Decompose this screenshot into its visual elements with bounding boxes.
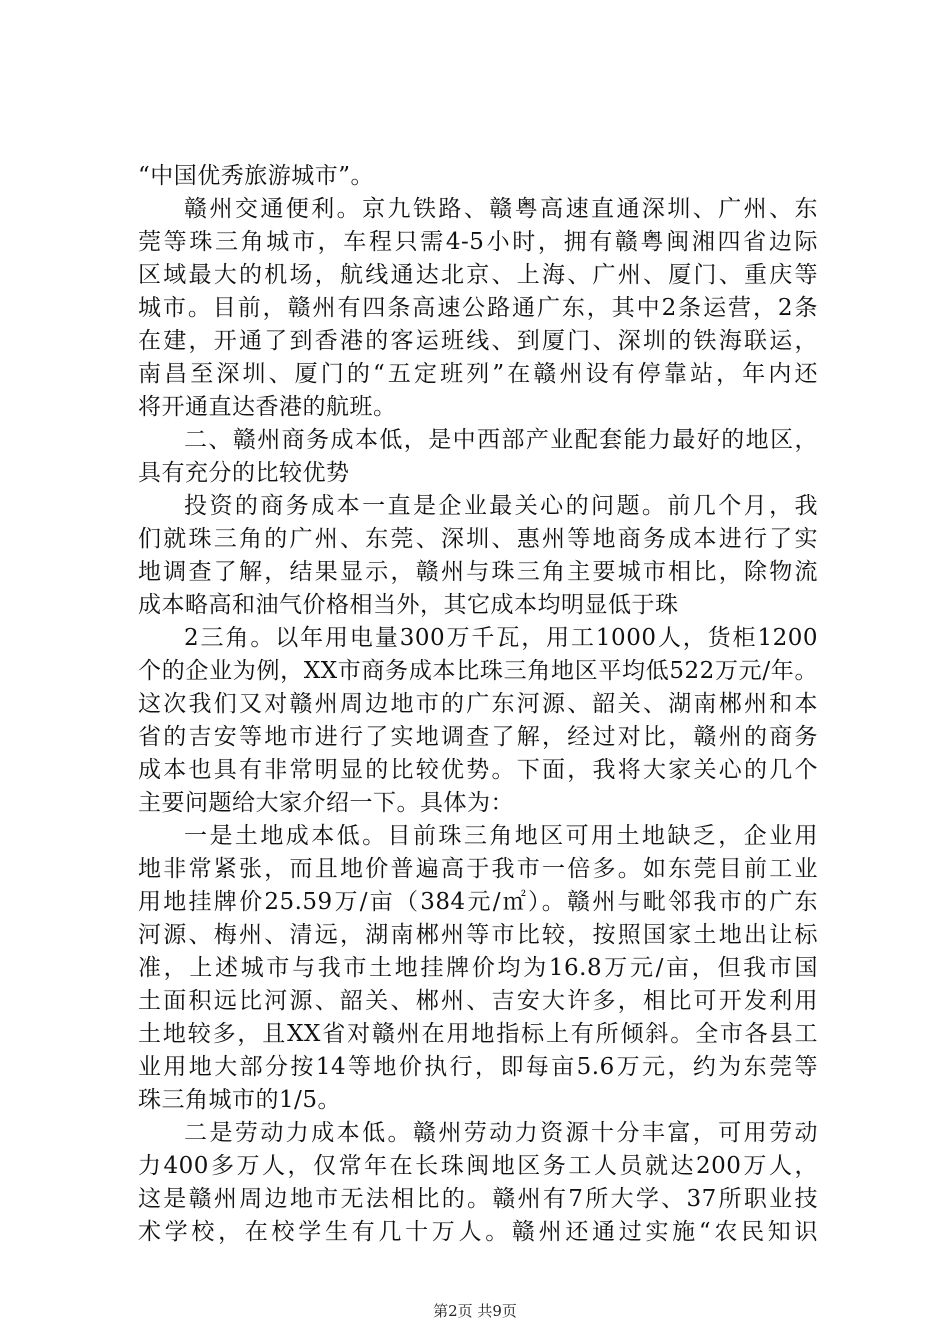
text-line: 这是赣州周边地市无法相比的。赣州有7所大学、37所职业技 — [138, 1186, 818, 1212]
text-line: 用地挂牌价25.59万/亩（384元/㎡）。赣州与毗邻我市的广东 — [138, 889, 818, 915]
text-line: 一是土地成本低。目前珠三角地区可用土地缺乏，企业用 — [184, 823, 818, 849]
text-line: 地非常紧张，而且地价普遍高于我市一倍多。如东莞目前工业 — [138, 856, 818, 882]
text-line: 投资的商务成本一直是企业最关心的问题。前几个月，我 — [184, 493, 818, 519]
text-line: 们就珠三角的广州、东莞、深圳、惠州等地商务成本进行了实 — [138, 526, 818, 552]
text-line: 土面积远比河源、韶关、郴州、吉安大许多，相比可开发利用 — [138, 988, 818, 1014]
text-line: 莞等珠三角城市，车程只需4-5小时，拥有赣粤闽湘四省边际 — [138, 229, 818, 255]
text-line: 在建，开通了到香港的客运班线、到厦门、深圳的铁海联运， — [138, 328, 818, 354]
text-line: 2三角。以年用电量300万千瓦，用工1000人，货柜1200 — [184, 625, 818, 651]
text-line: 这次我们又对赣州周边地市的广东河源、韶关、湖南郴州和本 — [138, 691, 818, 717]
text-line: 业用地大部分按14等地价执行，即每亩5.6万元，约为东莞等 — [138, 1054, 818, 1080]
text-line: 术学校，在校学生有几十万人。赣州还通过实施“农民知识 — [138, 1219, 818, 1245]
text-line: 具有充分的比较优势 — [138, 460, 350, 486]
document-body — [138, 160, 818, 1249]
text-line: 二是劳动力成本低。赣州劳动力资源十分丰富，可用劳动 — [184, 1120, 818, 1146]
text-line: 将开通直达香港的航班。 — [138, 394, 397, 420]
text-line: 准，上述城市与我市土地挂牌价均为16.8万元/亩，但我市国 — [138, 955, 818, 981]
text-line: 成本也具有非常明显的比较优势。下面，我将大家关心的几个 — [138, 757, 818, 783]
text-line: 二、赣州商务成本低，是中西部产业配套能力最好的地区， — [184, 427, 818, 453]
page-footer: 第2页 共9页 — [433, 1302, 517, 1320]
text-line: 土地较多，且XX省对赣州在用地指标上有所倾斜。全市各县工 — [138, 1021, 818, 1047]
text-line: 珠三角城市的1/5。 — [138, 1087, 342, 1113]
text-line: 省的吉安等地市进行了实地调查了解，经过对比，赣州的商务 — [138, 724, 818, 750]
text-line: 主要问题给大家介绍一下。具体为： — [138, 790, 514, 816]
text-line: 地调查了解，结果显示，赣州与珠三角主要城市相比，除物流 — [138, 559, 818, 585]
text-line: 个的企业为例，XX市商务成本比珠三角地区平均低522万元/年。 — [138, 658, 818, 684]
text-line: “中国优秀旅游城市”。 — [138, 163, 375, 189]
text-line: 河源、梅州、清远，湖南郴州等市比较，按照国家土地出让标 — [138, 922, 818, 948]
text-line: 区域最大的机场，航线通达北京、上海、广州、厦门、重庆等 — [138, 262, 818, 288]
text-line: 南昌至深圳、厦门的“五定班列”在赣州设有停靠站，年内还 — [138, 361, 818, 387]
text-line: 成本略高和油气价格相当外，其它成本均明显低于珠 — [138, 592, 679, 618]
text-line: 城市。目前，赣州有四条高速公路通广东，其中2条运营，2条 — [138, 295, 818, 321]
text-line: 力400多万人，仅常年在长珠闽地区务工人员就达200万人， — [138, 1153, 818, 1179]
text-line: 赣州交通便利。京九铁路、赣粤高速直通深圳、广州、东 — [184, 196, 818, 222]
